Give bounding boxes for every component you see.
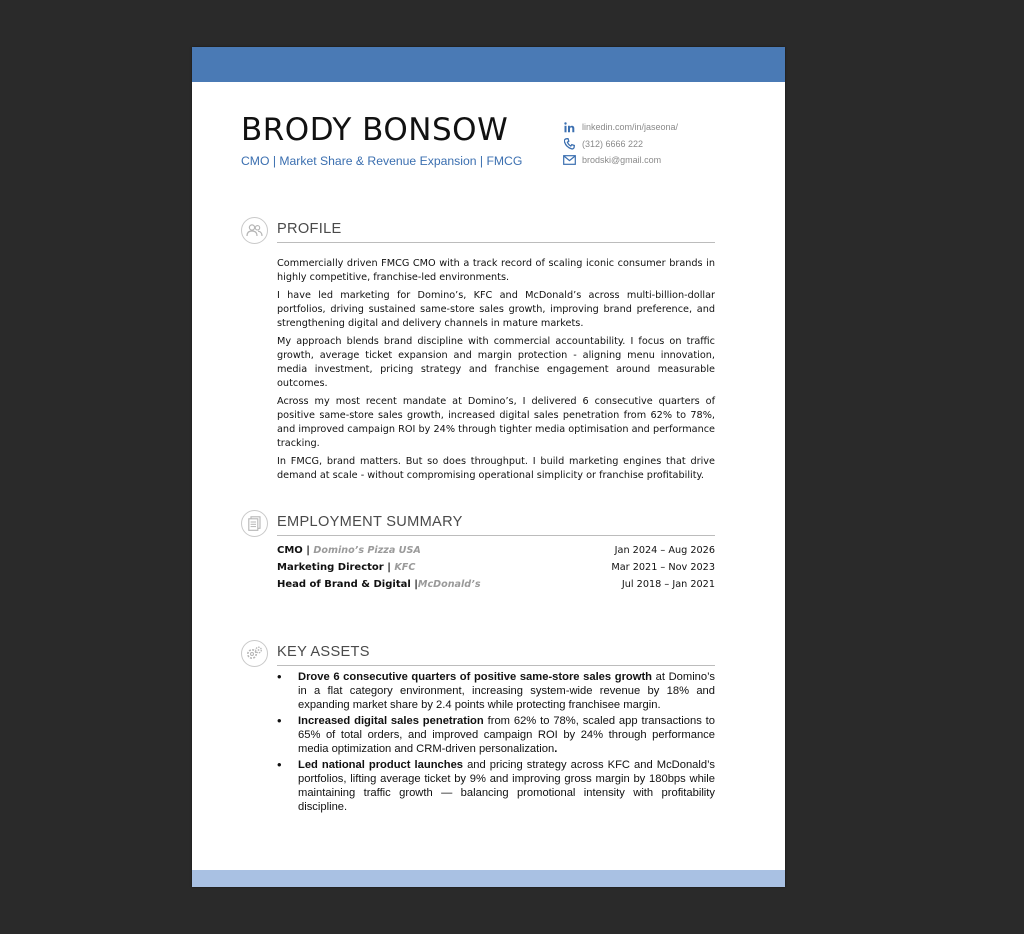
- profile-paragraph: Commercially driven FMCG CMO with a track record of scaling iconic consumer brands in highly competitive, franchise-led environments.: [277, 258, 715, 283]
- asset-text: and pricing strategy across KFC and McDonald’s portfolios, lifting average ticket by 9% and improving gross margin by 180bps while maintaining traffic growth — balancing promotional intensity with profitability discipline.: [298, 759, 715, 813]
- section-divider: [277, 535, 715, 536]
- employment-position: [277, 545, 421, 556]
- section-title: PROFILE: [277, 221, 342, 237]
- profile-paragraph: I have led marketing for Domino’s, KFC and McDonald’s across multi-billion-dollar portfolios, driving sustained same-store sales growth, improving brand preference, and strengthening digital and delivery channels in mature markets.: [277, 290, 715, 329]
- profile-paragraph: Across my most recent mandate at Domino’s, I delivered 6 consecutive quarters of positive same-store sales growth, increased digital sales penetration from 62% to 78%, and improved campaign ROI by 24% through tighter media optimisation and performance tracking.: [277, 396, 715, 449]
- contact-phone[interactable]: [562, 136, 678, 153]
- section-title: EMPLOYMENT SUMMARY: [277, 514, 463, 530]
- asset-end: .: [554, 743, 558, 755]
- list-item: [277, 670, 715, 712]
- profile-text: [277, 257, 715, 487]
- candidate-name: BRODY BONSOW: [241, 112, 509, 148]
- asset-highlight: Led national product launches: [298, 759, 464, 771]
- employment-list: [277, 542, 715, 593]
- company-name: McDonald’s: [417, 579, 481, 590]
- document-icon: [241, 510, 268, 537]
- asset-highlight: Increased digital sales penetration: [298, 715, 484, 727]
- list-item: [277, 714, 715, 756]
- company-name: Domino’s Pizza USA: [313, 545, 421, 556]
- list-item: [277, 758, 715, 814]
- asset-text: from 62% to 78%, scaled app transactions to 65% of total orders, and improved campaign ROI by 24% through performance media optimization and CRM-driven personalization: [298, 715, 715, 755]
- company-name: KFC: [394, 562, 416, 573]
- employment-position: [277, 562, 415, 573]
- job-title: Marketing Director: [277, 562, 384, 573]
- linkedin-url: linkedin.com/in/jaseona/: [582, 122, 679, 133]
- key-assets-list: [277, 670, 715, 816]
- section-divider: [277, 242, 715, 243]
- separator: |: [383, 562, 395, 573]
- asset-text: at Domino’s in a flat category environment, increasing system-wide revenue by 18% and expanding market share by 2.4 points while protecting franchisee margin.: [298, 671, 715, 711]
- profile-section-header: [241, 217, 715, 247]
- candidate-headline: CMO | Market Share & Revenue Expansion | FMCG: [241, 154, 523, 168]
- employment-dates: Jan 2024 – Aug 2026: [614, 545, 715, 556]
- email-icon: [562, 153, 576, 167]
- section-title: KEY ASSETS: [277, 644, 370, 660]
- linkedin-icon: [562, 120, 576, 134]
- bullet-icon: •: [277, 757, 282, 772]
- employment-section-header: [241, 510, 715, 540]
- separator: |: [302, 545, 314, 556]
- resume-page: [192, 47, 785, 887]
- people-icon: [241, 217, 268, 244]
- email-address: brodski@gmail.com: [582, 155, 662, 166]
- job-title: CMO: [277, 545, 303, 556]
- header-color-bar: [192, 47, 785, 82]
- asset-highlight: Drove 6 consecutive quarters of positive same-store sales growth: [298, 671, 653, 683]
- profile-paragraph: In FMCG, brand matters. But so does throughput. I build marketing engines that drive demand at scale - without compromising operational simplicity or franchise profitability.: [277, 456, 715, 481]
- bullet-icon: •: [277, 669, 282, 684]
- employment-row: [277, 559, 715, 576]
- job-title: Head of Brand & Digital: [277, 579, 411, 590]
- section-divider: [277, 665, 715, 666]
- bullet-icon: •: [277, 713, 282, 728]
- employment-dates: Mar 2021 – Nov 2023: [611, 562, 715, 573]
- phone-number: (312) 6666 222: [582, 138, 644, 149]
- employment-dates: Jul 2018 – Jan 2021: [621, 579, 715, 590]
- phone-icon: [562, 137, 576, 151]
- profile-paragraph: My approach blends brand discipline with commercial accountability. I focus on traffic growth, average ticket expansion and margin protection - aligning menu innovation, media investment, pricing strategy and franchise engagement around measurable outcomes.: [277, 336, 715, 389]
- contact-email[interactable]: [562, 152, 678, 169]
- employment-position: [277, 579, 481, 590]
- contact-linkedin[interactable]: [562, 119, 678, 136]
- employment-row: [277, 542, 715, 559]
- separator: |: [410, 579, 418, 590]
- gears-icon: [241, 640, 268, 667]
- assets-section-header: [241, 640, 715, 670]
- employment-row: [277, 576, 715, 593]
- footer-color-bar: [192, 870, 785, 887]
- contact-block: [562, 119, 678, 169]
